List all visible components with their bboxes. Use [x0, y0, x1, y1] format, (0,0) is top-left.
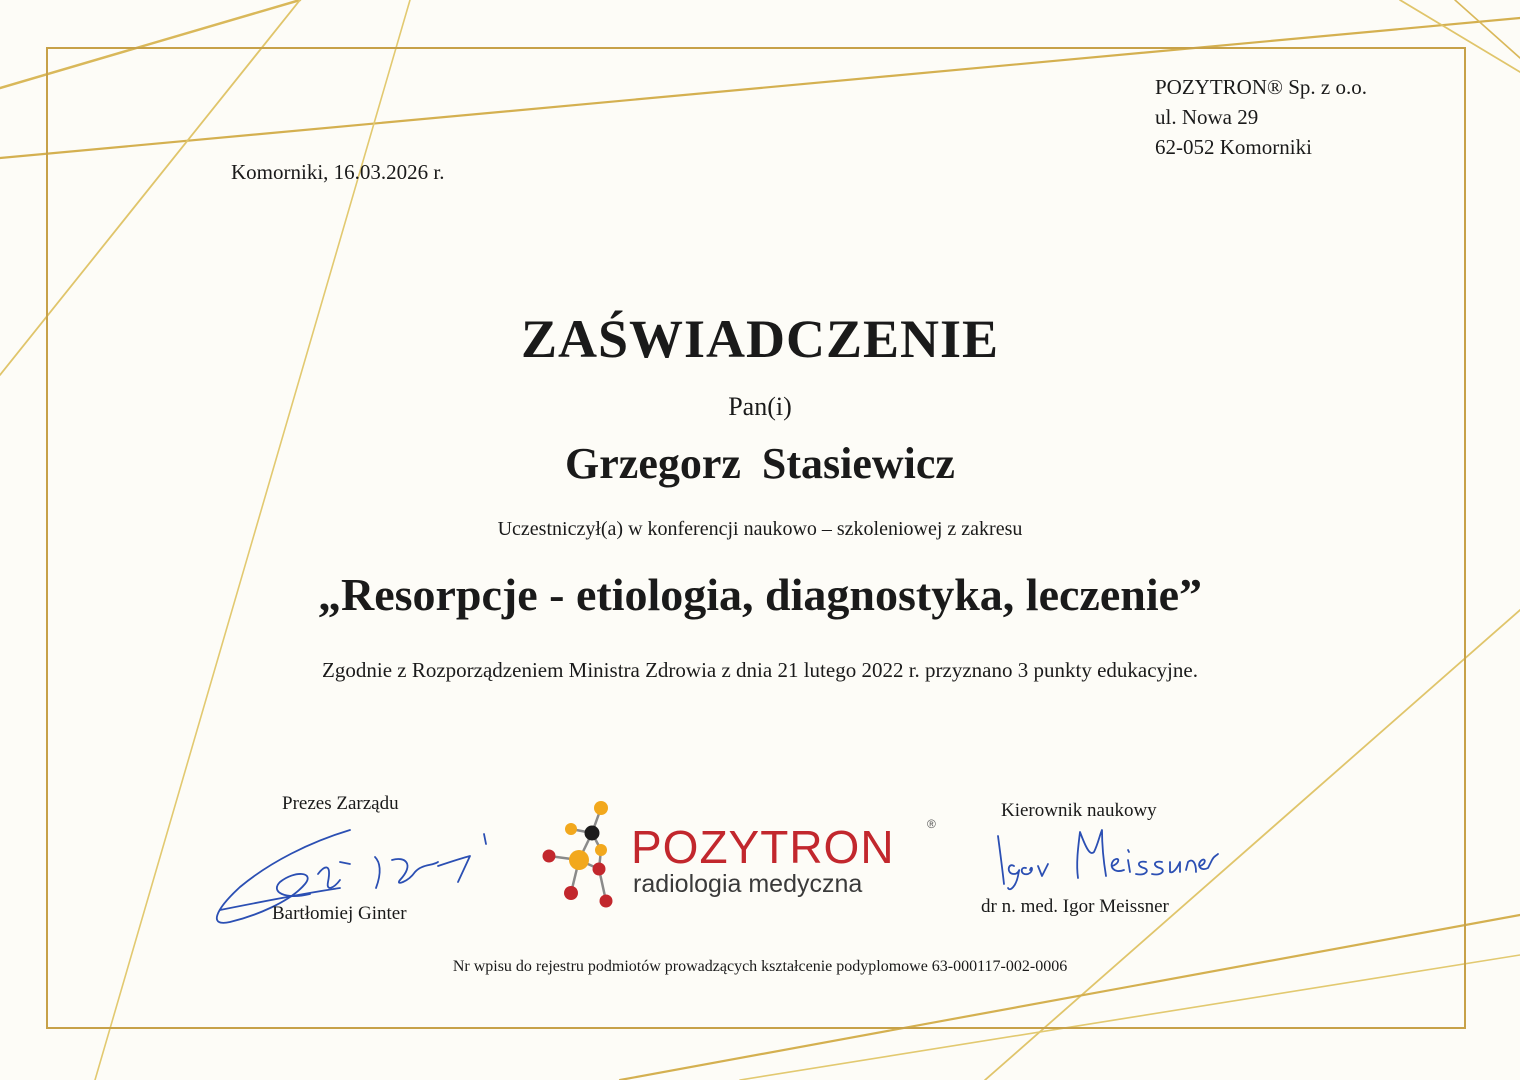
- registry-number: Nr wpisu do rejestru podmiotów prowadzących kształcenie podyplomowe 63-000117-002-0006: [452, 958, 1068, 975]
- scientific-director-role: Kierownik naukowy: [1001, 800, 1157, 821]
- scientific-director-signature: [990, 826, 1220, 896]
- registered-mark: ®: [927, 817, 936, 831]
- participation-statement: Uczestniczył(a) w konferencji naukowo – szkoleniowej z zakresu: [497, 518, 1023, 540]
- company-address: [1155, 72, 1367, 162]
- molecule-icon: [535, 798, 635, 910]
- education-points-note: Zgodnie z Rozporządzeniem Ministra Zdrowia z dnia 21 lutego 2022 r. przyznano 3 punkty edukacyjne.: [322, 658, 1198, 682]
- salutation: Pan(i): [728, 392, 792, 421]
- place-and-date: Komorniki, 16.03.2026 r.: [231, 160, 445, 184]
- company-name: POZYTRON® Sp. z o.o.: [1155, 75, 1367, 99]
- logo-tagline: radiologia medyczna: [633, 870, 863, 898]
- certificate-title: ZAŚWIADCZENIE: [520, 309, 1000, 369]
- conference-title: „Resorpcje - etiologia, diagnostyka, leczenie”: [317, 569, 1203, 620]
- scientific-director-name: dr n. med. Igor Meissner: [981, 896, 1169, 917]
- recipient-name: Grzegorz Stasiewicz: [565, 439, 955, 488]
- president-role: Prezes Zarządu: [282, 793, 399, 814]
- logo-wordmark: POZYTRON: [631, 821, 895, 873]
- company-street: ul. Nowa 29: [1155, 105, 1259, 129]
- pozytron-logo: [535, 798, 955, 910]
- president-name: Bartłomiej Ginter: [272, 903, 407, 924]
- company-city: 62-052 Komorniki: [1155, 135, 1312, 159]
